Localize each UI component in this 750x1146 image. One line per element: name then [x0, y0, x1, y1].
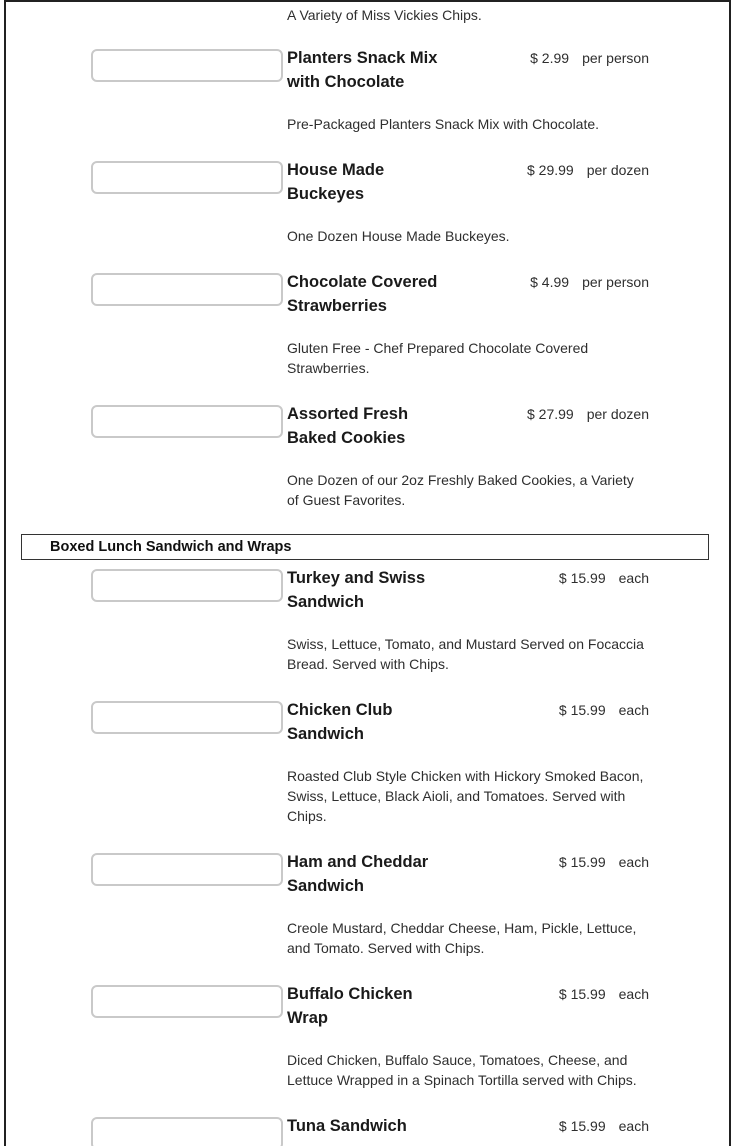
menu-item-header-row — [6, 1114, 729, 1146]
item-price-group — [559, 566, 649, 590]
item-name: Assorted Fresh Baked Cookies — [287, 405, 409, 447]
item-name: House Made Buckeyes — [287, 161, 385, 203]
item-price-unit: per person — [582, 274, 649, 290]
item-price: $ 15.99 — [558, 570, 606, 586]
menu-list — [6, 46, 729, 1146]
menu-frame — [4, 0, 731, 1146]
item-name: Planters Snack Mix with Chocolate — [287, 49, 438, 91]
menu-item — [6, 982, 729, 1090]
menu-item — [6, 46, 729, 134]
item-price: $ 15.99 — [558, 1118, 606, 1134]
item-name: Tuna Sandwich — [287, 1117, 407, 1135]
quantity-input[interactable] — [91, 985, 283, 1018]
section-header — [21, 534, 709, 560]
item-price-unit: each — [618, 702, 649, 718]
item-name: Chocolate Covered Strawberries — [287, 273, 438, 315]
menu-item — [6, 1114, 729, 1146]
item-description: Pre-Packaged Planters Snack Mix with Chocolate. — [287, 116, 600, 132]
item-price: $ 15.99 — [558, 986, 606, 1002]
item-name: Ham and Cheddar Sandwich — [287, 853, 429, 895]
item-description-partial: A Variety of Miss Vickies Chips. — [287, 7, 482, 23]
menu-item-header-row — [6, 698, 729, 746]
quantity-input[interactable] — [91, 273, 283, 306]
item-price-group — [527, 158, 649, 182]
item-price-group — [527, 402, 649, 426]
item-description: Diced Chicken, Buffalo Sauce, Tomatoes, Cheese, and Lettuce Wrapped in a Spinach Tortilla served with Chips. — [287, 1052, 637, 1088]
item-price: $ 15.99 — [558, 854, 606, 870]
item-description: Roasted Club Style Chicken with Hickory Smoked Bacon, Swiss, Lettuce, Black Aioli, and Tomatoes. Served with Chips. — [287, 768, 644, 824]
quantity-input[interactable] — [91, 569, 283, 602]
item-price-unit: per dozen — [586, 162, 649, 178]
item-price-unit: per person — [582, 50, 649, 66]
item-price-unit: per dozen — [586, 406, 649, 422]
item-price-group — [559, 850, 649, 874]
section-header-label: Boxed Lunch Sandwich and Wraps — [50, 539, 292, 555]
menu-item-header-row — [6, 46, 729, 94]
item-price-group — [559, 982, 649, 1006]
item-description: One Dozen House Made Buckeyes. — [287, 228, 510, 244]
menu-item-header-row — [6, 850, 729, 898]
item-price: $ 4.99 — [530, 274, 570, 290]
menu-item — [6, 402, 729, 510]
menu-item-header-row — [6, 982, 729, 1030]
quantity-input[interactable] — [91, 161, 283, 194]
item-name: Chicken Club Sandwich — [287, 701, 393, 743]
quantity-input[interactable] — [91, 701, 283, 734]
item-price-group — [530, 270, 649, 294]
item-price: $ 2.99 — [530, 50, 570, 66]
item-description: One Dozen of our 2oz Freshly Baked Cookies, a Variety of Guest Favorites. — [287, 472, 634, 508]
menu-item — [6, 850, 729, 958]
quantity-input[interactable] — [91, 1117, 283, 1146]
menu-item — [6, 270, 729, 378]
item-name: Turkey and Swiss Sandwich — [287, 569, 426, 611]
item-description: Gluten Free - Chef Prepared Chocolate Covered Strawberries. — [287, 340, 589, 376]
menu-item — [6, 158, 729, 246]
item-price-unit: each — [618, 1118, 649, 1134]
menu-item-header-row — [6, 270, 729, 318]
menu-item-header-row — [6, 566, 729, 614]
quantity-input[interactable] — [91, 405, 283, 438]
item-price-group — [559, 698, 649, 722]
menu-item-header-row — [6, 402, 729, 450]
item-description: Creole Mustard, Cheddar Cheese, Ham, Pickle, Lettuce, and Tomato. Served with Chips. — [287, 920, 637, 956]
item-price: $ 27.99 — [527, 406, 574, 422]
item-name: Buffalo Chicken Wrap — [287, 985, 413, 1027]
menu-item — [6, 698, 729, 826]
menu-item-header-row — [6, 158, 729, 206]
quantity-input[interactable] — [91, 49, 283, 82]
menu-item — [6, 566, 729, 674]
item-price: $ 15.99 — [558, 702, 606, 718]
item-price-unit: each — [618, 854, 649, 870]
item-price-group — [530, 46, 649, 70]
item-price: $ 29.99 — [527, 162, 574, 178]
quantity-input[interactable] — [91, 853, 283, 886]
item-description: Swiss, Lettuce, Tomato, and Mustard Served on Focaccia Bread. Served with Chips. — [287, 636, 644, 672]
item-price-group — [559, 1114, 649, 1138]
item-price-unit: each — [618, 570, 649, 586]
item-price-unit: each — [618, 986, 649, 1002]
